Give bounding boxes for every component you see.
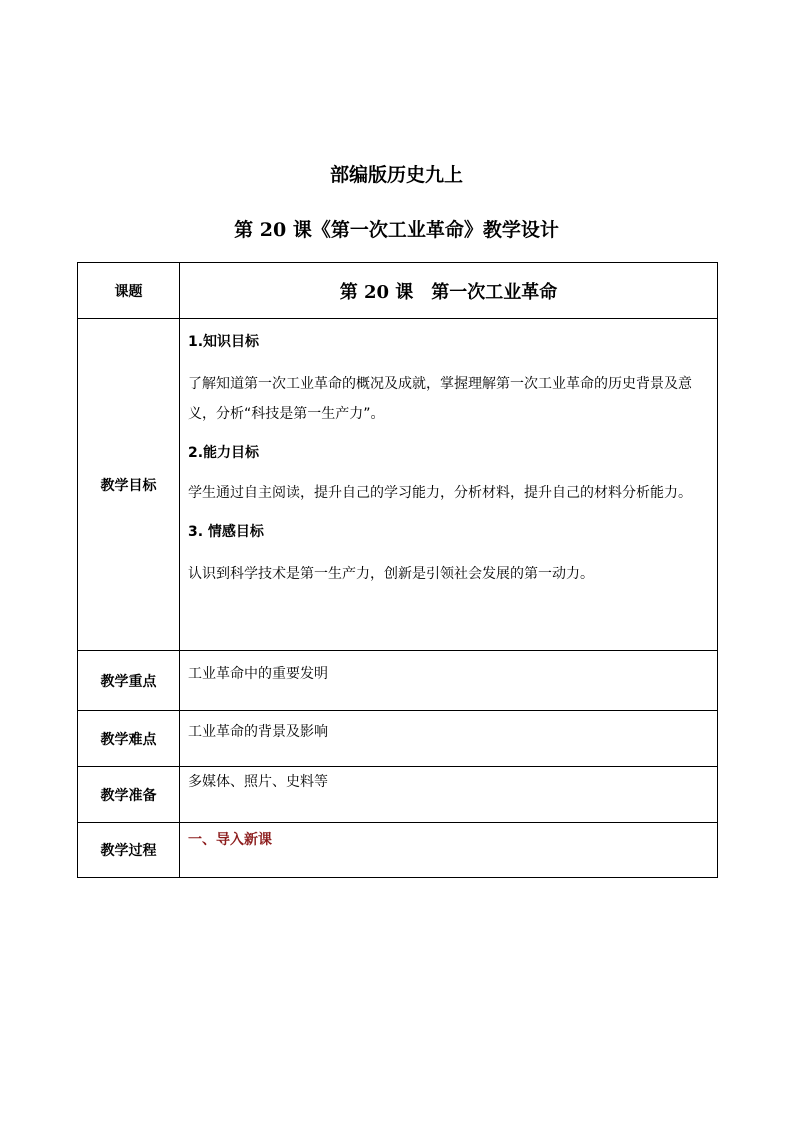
preparation-value: 多媒体、照片、史料等	[188, 774, 328, 790]
difficulties-value: 工业革命的背景及影响	[188, 724, 328, 740]
difficulties-label: 教学难点	[78, 711, 180, 767]
key-points-value: 工业革命中的重要发明	[188, 666, 328, 682]
objective-heading: 2.能力目标	[188, 445, 260, 461]
lesson-plan-table	[77, 262, 718, 878]
document-title: 第 20 课《第一次工业革命》教学设计	[234, 219, 559, 241]
process-label: 教学过程	[78, 823, 180, 878]
difficulties-row	[78, 711, 718, 767]
process-heading: 一、导入新课	[188, 832, 272, 848]
objectives-row	[78, 319, 718, 651]
objective-text: 认识到科学技术是第一生产力，创新是引领社会发展的第一动力。	[188, 566, 594, 582]
preparation-row	[78, 767, 718, 823]
objective-text: 学生通过自主阅读，提升自己的学习能力，分析材料，提升自己的材料分析能力。	[188, 485, 692, 501]
lesson-title: 第 20 课 第一次工业革命	[339, 281, 558, 303]
key-points-label: 教学重点	[78, 651, 180, 711]
document-subtitle: 部编版历史九上	[329, 164, 463, 186]
process-row	[78, 823, 718, 878]
topic-row	[78, 263, 718, 319]
key-points-row	[78, 651, 718, 711]
objectives-label: 教学目标	[78, 319, 180, 651]
objective-heading: 3. 情感目标	[188, 524, 264, 540]
objective-text: 了解知道第一次工业革命的概况及成就，掌握理解第一次工业革命的历史背景及意义，分析“科技是第一生产力”。	[188, 376, 692, 422]
topic-label: 课题	[78, 263, 180, 319]
preparation-label: 教学准备	[78, 767, 180, 823]
objective-heading: 1.知识目标	[188, 334, 260, 350]
